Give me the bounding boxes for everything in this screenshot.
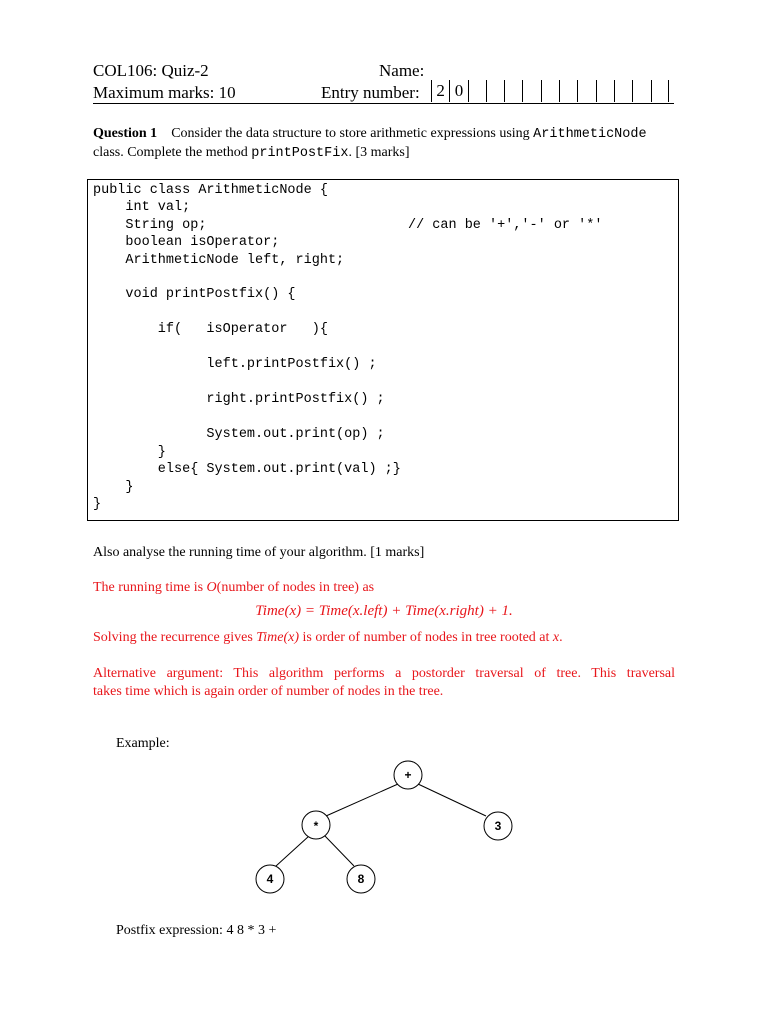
entry-digit-box: 2 [431,80,449,102]
entry-digit-box: 0 [449,80,467,102]
code-line: left.printPostfix() ; [93,357,377,372]
question-label: Question 1 [93,126,158,141]
max-marks: Maximum marks: 10 [93,83,236,102]
tree-edge [325,836,354,866]
code-line: else{ System.out.print(val) ;} [93,462,401,477]
tree-label-eight: 8 [357,872,365,886]
code-line: right.printPostfix() ; [93,392,385,407]
solving-math: Time(x) [256,630,300,645]
alternative-line-1: Alternative argument: This algorithm performs a postorder traversal of tree. This traversal [93,666,675,681]
solving-prefix: Solving the recurrence gives [93,630,257,645]
running-time-arg: (number of nodes in tree) as [216,580,375,595]
entry-number-label: Entry number: [321,83,420,102]
class-name: ArithmeticNode [533,127,647,142]
tree-label-mult: * [313,819,319,833]
code-line: String op; [93,218,207,233]
code-line: int val; [93,200,191,215]
tree-label-four: 4 [266,872,274,886]
code-line: ArithmeticNode left, right; [93,253,345,268]
course-title: COL106: Quiz-2 [93,61,209,80]
tree-label-root: + [404,768,412,782]
question-text-2: class. Complete the method [93,145,248,160]
example-label: Example: [116,736,170,751]
big-o: O [206,580,217,595]
code-line: void printPostfix() { [93,287,296,302]
solving-var: x [552,630,560,645]
code-line: } [93,445,166,460]
running-time-prefix: The running time is [93,580,207,595]
alternative-line-2: takes time which is again order of number of nodes in the tree. [93,684,444,699]
question-marks: . [3 marks] [348,145,410,160]
code-line: boolean isOperator; [93,235,280,250]
tree-edge [276,836,309,866]
tree-edge [326,784,398,816]
solving-suffix: is order of number of nodes in tree rooted at [299,630,553,645]
code-line: public class ArithmeticNode { [93,183,328,198]
tree-label-three: 3 [494,819,502,833]
code-line: } [93,497,102,512]
analysis-prompt: Also analyse the running time of your algorithm. [1 marks] [93,545,425,560]
code-line: System.out.print(op) ; [93,427,385,442]
code-comment: // can be '+','-' or '*' [408,218,603,233]
method-name: printPostFix [251,146,349,161]
tree-edge [418,784,486,816]
solving-end: . [559,630,563,645]
name-label: Name: [379,61,425,80]
postfix-expression: Postfix expression: 4 8 * 3 + [116,923,277,938]
recurrence-equation: Time(x) = Time(x.left) + Time(x.right) + 1. [255,603,513,619]
question-text: Consider the data structure to store arithmetic expressions using [171,126,530,141]
code-line: if( isOperator ){ [93,322,328,337]
code-line: } [93,480,134,495]
